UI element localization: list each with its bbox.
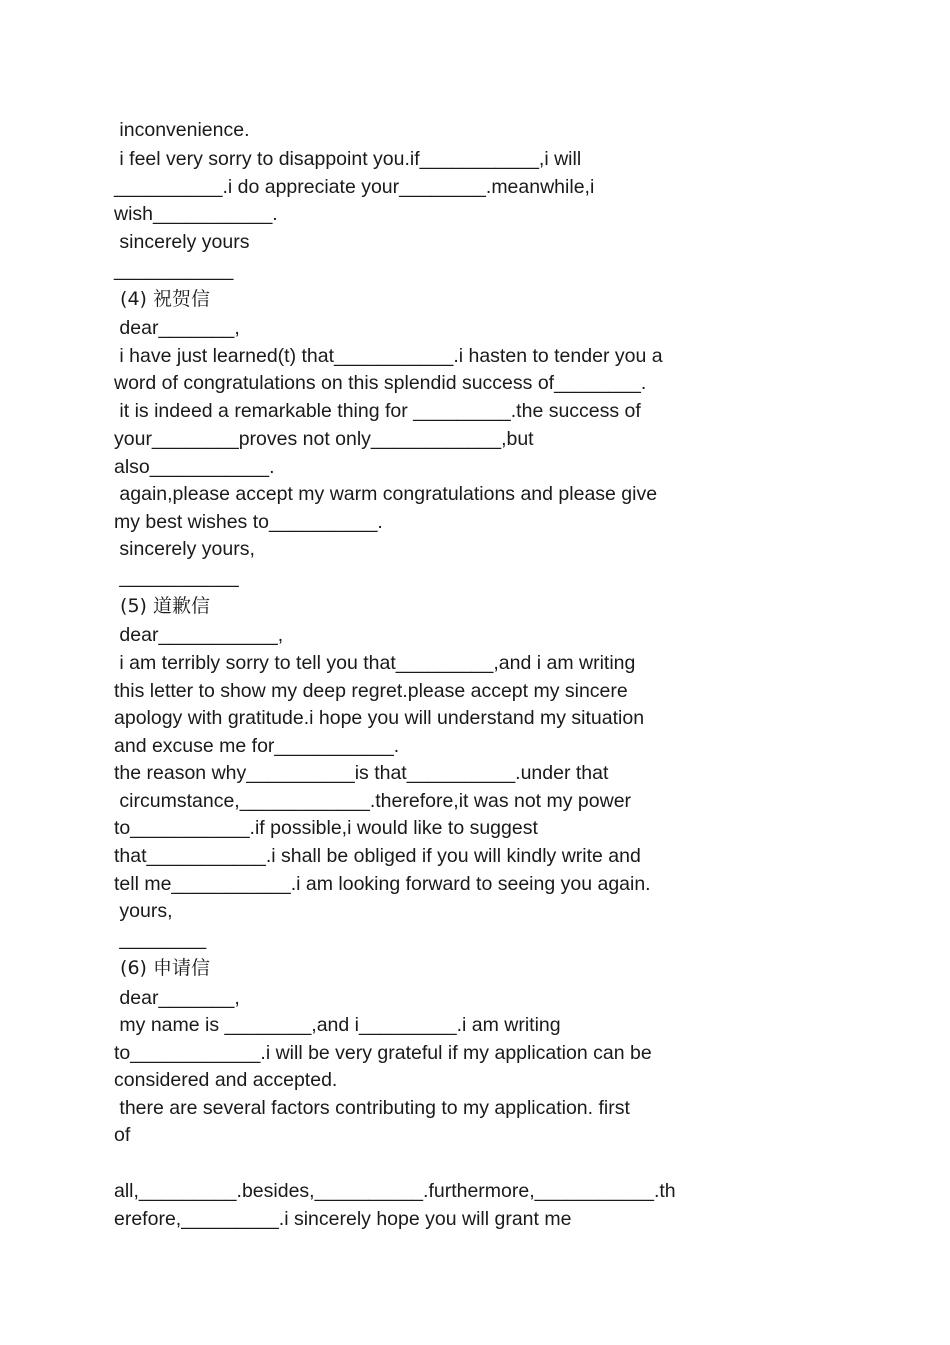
- signature-blank: ________: [114, 928, 207, 950]
- text-line: my name is ________,and i_________.i am writing: [114, 1014, 561, 1036]
- text-line: word of congratulations on this splendid success of________.: [114, 372, 647, 394]
- text-line: my best wishes to__________.: [114, 511, 383, 533]
- text-line: __________.i do appreciate your________.meanwhile,i: [114, 176, 595, 198]
- signature-blank: ___________: [114, 259, 234, 281]
- text-line: your________proves not only____________,but: [114, 428, 534, 450]
- text-line: this letter to show my deep regret.please accept my sincere: [114, 680, 628, 702]
- salutation-line: dear___________,: [114, 624, 284, 646]
- text-line: i have just learned(t) that___________.i hasten to tender you a: [114, 345, 663, 367]
- text-line: there are several factors contributing to my application. first: [114, 1097, 630, 1119]
- section-heading-congratulation: (4) 祝贺信: [114, 288, 210, 310]
- text-line: apology with gratitude.i hope you will understand my situation: [114, 707, 645, 729]
- signature-blank: ___________: [114, 566, 239, 588]
- text-line: wish___________.: [114, 203, 278, 225]
- text-line: that___________.i shall be obliged if you will kindly write and: [114, 845, 641, 867]
- salutation-line: dear_______,: [114, 317, 240, 339]
- text-line: erefore,_________.i sincerely hope you will grant me: [114, 1208, 572, 1230]
- text-line: i am terribly sorry to tell you that_________,and i am writing: [114, 652, 636, 674]
- text-line: to____________.i will be very grateful if my application can be: [114, 1042, 652, 1064]
- text-line: again,please accept my warm congratulations and please give: [114, 483, 658, 505]
- text-line: it is indeed a remarkable thing for _________.the success of: [114, 400, 641, 422]
- section-heading-apology: (5) 道歉信: [114, 595, 210, 617]
- text-line: tell me___________.i am looking forward to seeing you again.: [114, 873, 651, 895]
- text-line: and excuse me for___________.: [114, 735, 400, 757]
- closing-line: yours,: [114, 900, 173, 922]
- text-line: all,_________.besides,__________.furthermore,___________.th: [114, 1180, 676, 1202]
- text-line: considered and accepted.: [114, 1069, 338, 1091]
- closing-line: sincerely yours,: [114, 538, 255, 560]
- text-line: to___________.if possible,i would like to suggest: [114, 817, 538, 839]
- text-line: i feel very sorry to disappoint you.if___________,i will: [114, 148, 582, 170]
- section-heading-application: (6) 申请信: [114, 957, 210, 979]
- text-line: inconvenience.: [114, 119, 250, 141]
- text-line: also___________.: [114, 456, 275, 478]
- salutation-line: dear_______,: [114, 987, 240, 1009]
- text-line: circumstance,____________.therefore,it was not my power: [114, 790, 632, 812]
- text-line: the reason why__________is that__________.under that: [114, 762, 609, 784]
- closing-line: sincerely yours: [114, 231, 250, 253]
- text-line: of: [114, 1124, 131, 1146]
